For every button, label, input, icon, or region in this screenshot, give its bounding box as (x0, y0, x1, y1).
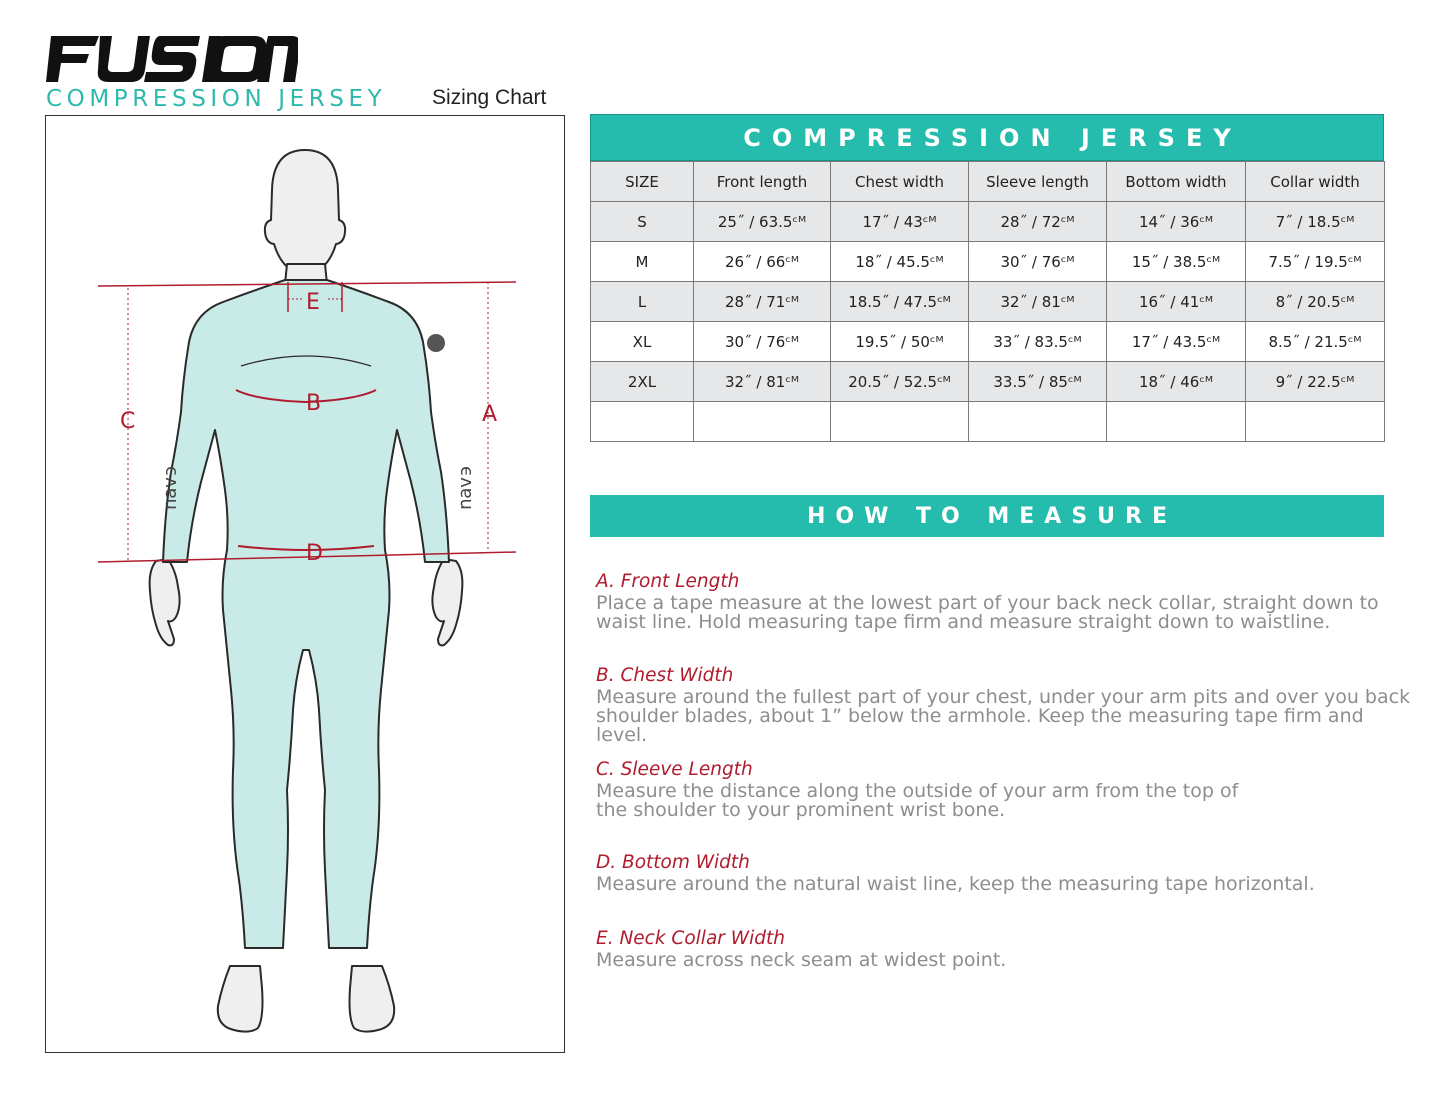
instruction-text: Measure the distance along the outside of your arm from the top of the shoulder to your prominent wrist bone. (596, 780, 1239, 821)
product-subtitle: COMPRESSION JERSEY (46, 86, 387, 112)
body-figure-illustration (46, 116, 566, 1054)
table-cell (591, 402, 694, 442)
table-cell (969, 402, 1107, 442)
instruction-item (596, 760, 1416, 820)
instruction-text: Measure around the fullest part of your chest, under your arm pits and over you back shoulder blades, about 1” below the armhole. Keep the measuring tape firm and level. (596, 686, 1411, 746)
label-e: E (306, 290, 320, 315)
table-cell: L (591, 282, 694, 322)
table-cell (831, 402, 969, 442)
instruction-title: E. Neck Collar Width (596, 928, 785, 949)
instruction-title: A. Front Length (596, 571, 740, 592)
compression-suit (163, 280, 449, 948)
table-cell (1246, 402, 1385, 442)
column-header: Sleeve length (969, 162, 1107, 202)
table-cell: 17˝ / 43ᶜᴹ (831, 202, 969, 242)
table-cell: 26˝ / 66ᶜᴹ (694, 242, 831, 282)
instruction-item (596, 853, 1416, 894)
size-table-section (590, 114, 1384, 442)
right-hand (432, 559, 462, 645)
table-cell: 18.5˝ / 47.5ᶜᴹ (831, 282, 969, 322)
table-cell: 9˝ / 22.5ᶜᴹ (1246, 362, 1385, 402)
label-b: B (306, 391, 322, 416)
table-cell: 28˝ / 72ᶜᴹ (969, 202, 1107, 242)
column-header: SIZE (591, 162, 694, 202)
table-cell (694, 402, 831, 442)
table-cell: 30˝ / 76ᶜᴹ (969, 242, 1107, 282)
svg-text:ϵʌɐu: ϵʌɐu (456, 466, 477, 510)
table-cell: 33˝ / 83.5ᶜᴹ (969, 322, 1107, 362)
table-cell: 18˝ / 45.5ᶜᴹ (831, 242, 969, 282)
table-cell: 20.5˝ / 52.5ᶜᴹ (831, 362, 969, 402)
table-cell: M (591, 242, 694, 282)
instruction-title: C. Sleeve Length (596, 759, 753, 780)
table-cell: 2XL (591, 362, 694, 402)
head-shape (265, 150, 345, 272)
instruction-text: Measure around the natural waist line, keep the measuring tape horizontal. (596, 873, 1315, 895)
size-table (590, 161, 1385, 442)
instruction-title: D. Bottom Width (596, 852, 750, 873)
size-table-title: COMPRESSION JERSEY (590, 114, 1384, 161)
svg-text:ϵʌɐu: ϵʌɐu (161, 466, 182, 510)
instruction-item (596, 572, 1416, 632)
table-cell: XL (591, 322, 694, 362)
sizing-chart-label: Sizing Chart (432, 86, 547, 109)
table-cell: 28˝ / 71ᶜᴹ (694, 282, 831, 322)
label-c: C (120, 409, 136, 434)
table-cell: 32˝ / 81ᶜᴹ (694, 362, 831, 402)
table-row (591, 282, 1385, 322)
table-row (591, 362, 1385, 402)
table-cell: 15˝ / 38.5ᶜᴹ (1107, 242, 1246, 282)
instruction-text: Place a tape measure at the lowest part of your back neck collar, straight down to waist line. Hold measuring tape firm and measure straight down to waistline. (596, 592, 1379, 633)
table-cell: 16˝ / 41ᶜᴹ (1107, 282, 1246, 322)
column-header: Front length (694, 162, 831, 202)
table-cell: 33.5˝ / 85ᶜᴹ (969, 362, 1107, 402)
table-header-row (591, 162, 1385, 202)
instruction-item (596, 666, 1416, 745)
table-cell: 8.5˝ / 21.5ᶜᴹ (1246, 322, 1385, 362)
table-cell: 7˝ / 18.5ᶜᴹ (1246, 202, 1385, 242)
table-cell: 8˝ / 20.5ᶜᴹ (1246, 282, 1385, 322)
table-cell: 17˝ / 43.5ᶜᴹ (1107, 322, 1246, 362)
table-cell: 30˝ / 76ᶜᴹ (694, 322, 831, 362)
label-a: A (482, 402, 498, 427)
column-header: Bottom width (1107, 162, 1246, 202)
left-foot (218, 966, 263, 1032)
how-to-measure-title: HOW TO MEASURE (590, 495, 1384, 537)
table-cell: 7.5˝ / 19.5ᶜᴹ (1246, 242, 1385, 282)
table-row (591, 202, 1385, 242)
label-d: D (306, 541, 323, 566)
instruction-title: B. Chest Width (596, 665, 734, 686)
fusion-logo (46, 36, 298, 82)
table-cell: 14˝ / 36ᶜᴹ (1107, 202, 1246, 242)
table-cell: S (591, 202, 694, 242)
column-header: Collar width (1246, 162, 1385, 202)
column-header: Chest width (831, 162, 969, 202)
instruction-text: Measure across neck seam at widest point. (596, 949, 1007, 971)
table-cell: 18˝ / 46ᶜᴹ (1107, 362, 1246, 402)
left-hand (150, 559, 180, 645)
table-row (591, 322, 1385, 362)
table-cell: 25˝ / 63.5ᶜᴹ (694, 202, 831, 242)
right-foot (350, 966, 395, 1032)
table-cell (1107, 402, 1246, 442)
table-row (591, 242, 1385, 282)
table-row (591, 402, 1385, 442)
body-figure-panel (45, 115, 565, 1053)
table-cell: 32˝ / 81ᶜᴹ (969, 282, 1107, 322)
table-cell: 19.5˝ / 50ᶜᴹ (831, 322, 969, 362)
instruction-item (596, 929, 1416, 970)
